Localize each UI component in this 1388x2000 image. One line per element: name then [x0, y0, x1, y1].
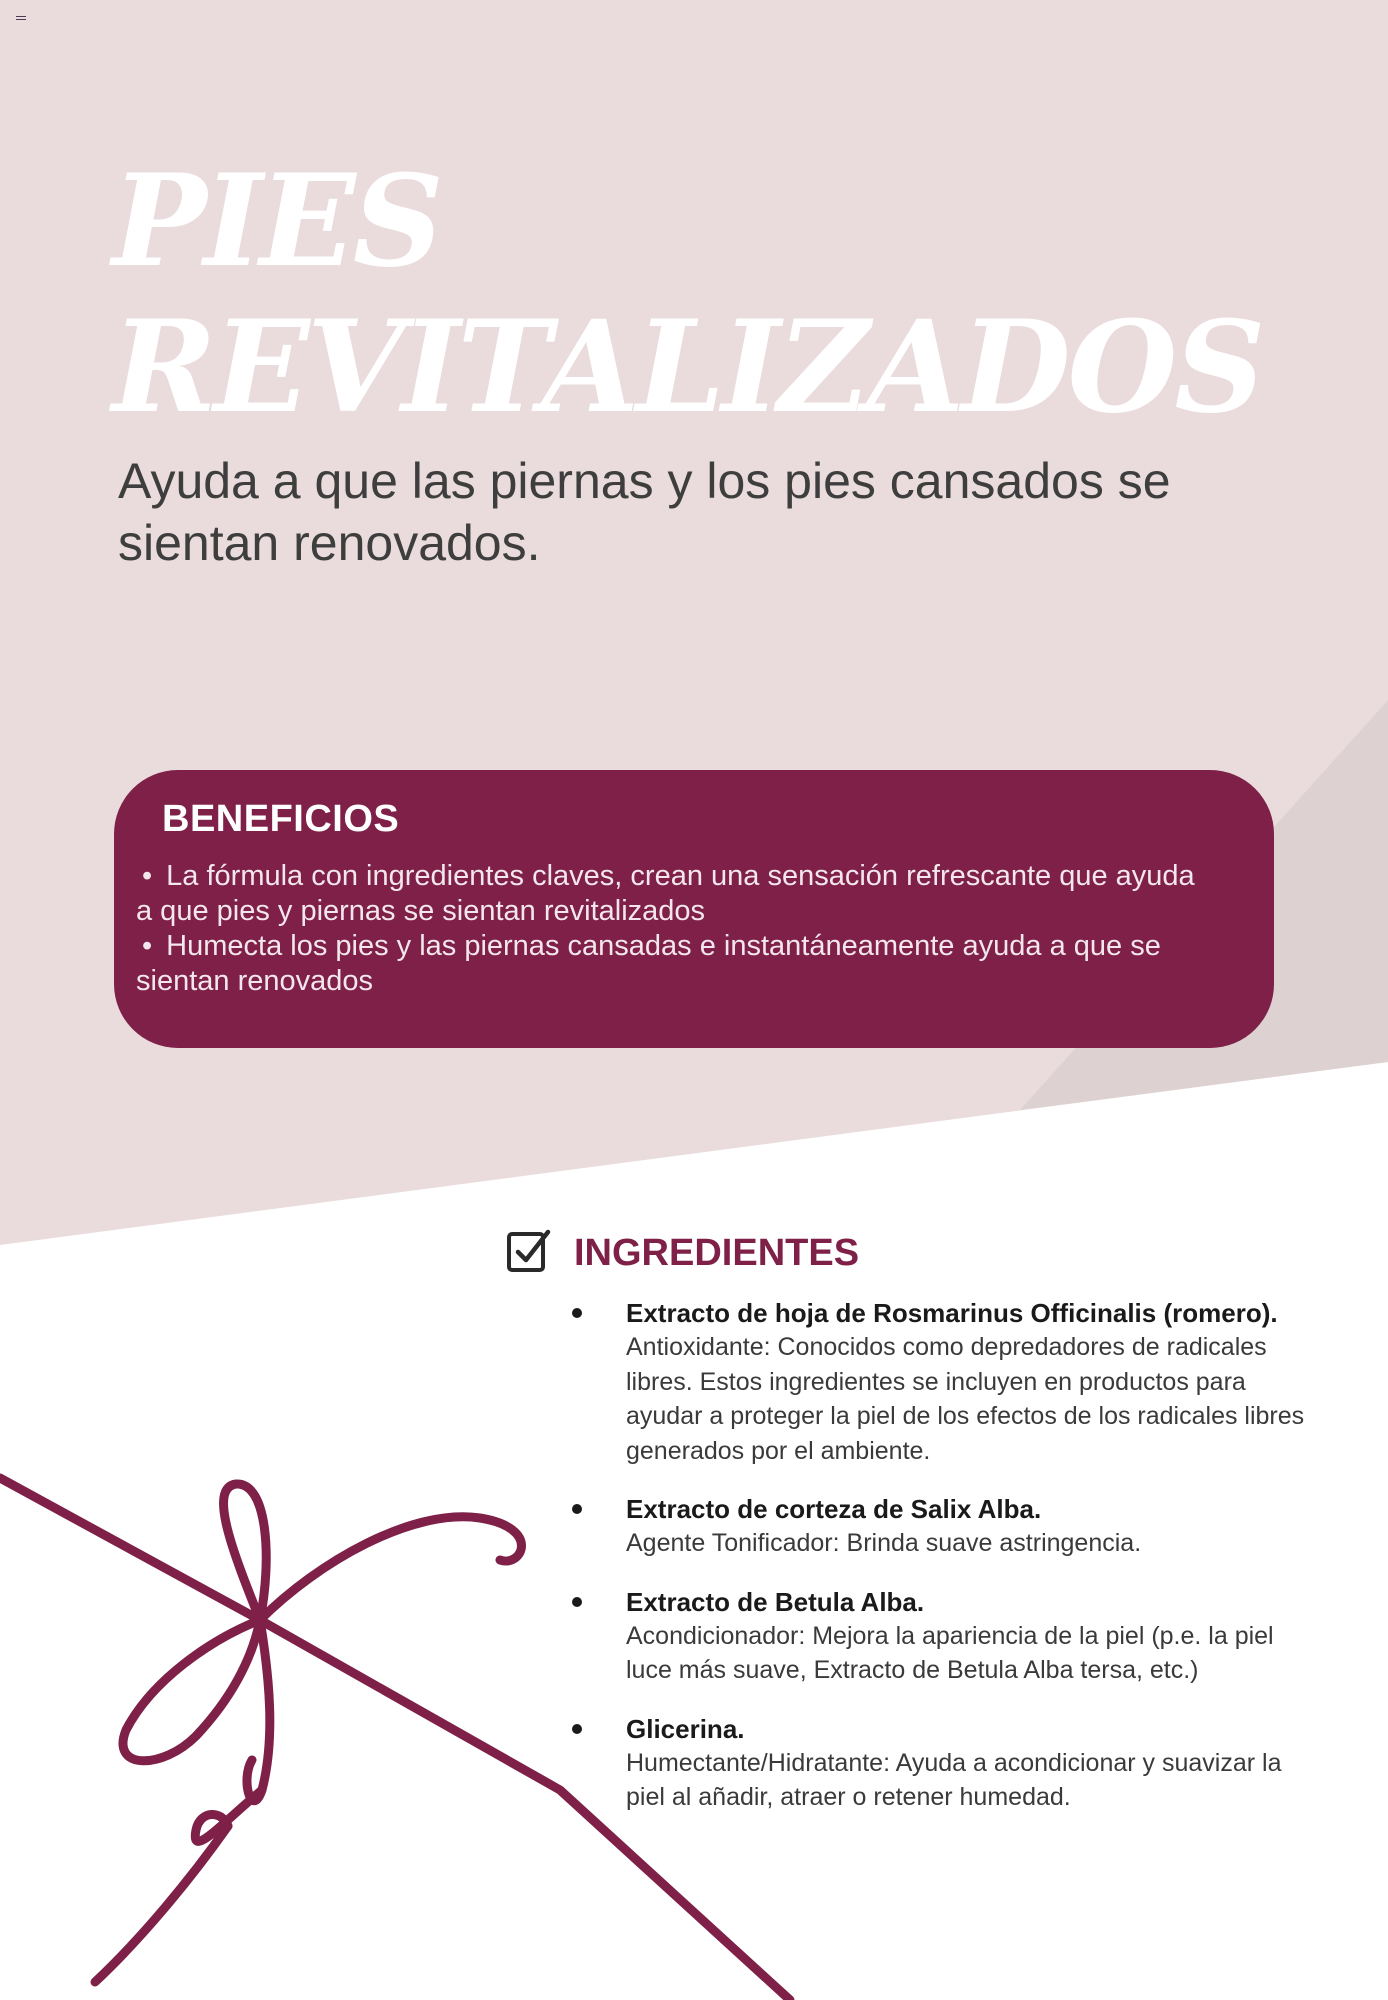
checkbox-checked-icon [504, 1226, 552, 1274]
page-subtitle: Ayuda a que las piernas y los pies cansados se sientan renovados. [118, 453, 1171, 571]
ingredient-name: Glicerina. [626, 1713, 745, 1744]
bullet-icon [572, 1504, 582, 1514]
benefit-text: Humecta los pies y las piernas cansadas e instantáneamente ayuda a que se sientan renovados [136, 930, 1161, 997]
ingredient-item [572, 1492, 1312, 1561]
ingredients-title: INGREDIENTES [574, 1232, 860, 1274]
ingredients-list [572, 1296, 1312, 1839]
ingredient-name: Extracto de corteza de Salix Alba. [626, 1494, 1042, 1524]
ingredient-item [572, 1585, 1312, 1688]
benefits-title: BENEFICIOS [162, 798, 400, 840]
bullet-icon: • [142, 930, 153, 962]
ingredient-description: Agente Tonificador: Brinda suave astringencia. [626, 1529, 1142, 1557]
ingredient-description: Acondicionador: Mejora la apariencia de la piel (p.e. la piel luce más suave, Extracto de Betula Alba tersa, etc.) [626, 1621, 1274, 1684]
ingredient-item [572, 1296, 1312, 1468]
benefit-item [136, 859, 1214, 929]
ingredient-item [572, 1712, 1312, 1815]
ingredient-name: Extracto de Betula Alba. [626, 1586, 925, 1617]
benefits-list [136, 859, 1214, 999]
title-line-1: PIES [112, 147, 441, 295]
bullet-icon [572, 1308, 582, 1318]
title-line-2: REVITALIZADOS [112, 293, 1263, 441]
benefit-item [136, 929, 1214, 999]
ingredient-name: Extracto de hoja de Rosmarinus Officinalis (romero). [626, 1298, 1278, 1328]
ingredient-description: Antioxidante: Conocidos como depredadores de radicales libres. Estos ingredientes se incluyen en productos para ayudar a proteger la piel de los efectos de los radicales libres generados por el ambiente. [626, 1333, 1305, 1465]
bullet-icon: • [142, 860, 153, 892]
ingredient-description: Humectante/Hidratante: Ayuda a acondicionar y suavizar la piel al añadir, atraer o retener humedad. [626, 1748, 1282, 1811]
menu-icon[interactable] [16, 16, 26, 24]
bullet-icon [572, 1724, 582, 1734]
benefit-text: La fórmula con ingredientes claves, crean una sensación refrescante que ayuda a que pies y piernas se sientan revitalizados [136, 860, 1195, 927]
page-title [112, 148, 1262, 440]
bullet-icon [572, 1597, 582, 1607]
benefits-box [114, 770, 1274, 1048]
